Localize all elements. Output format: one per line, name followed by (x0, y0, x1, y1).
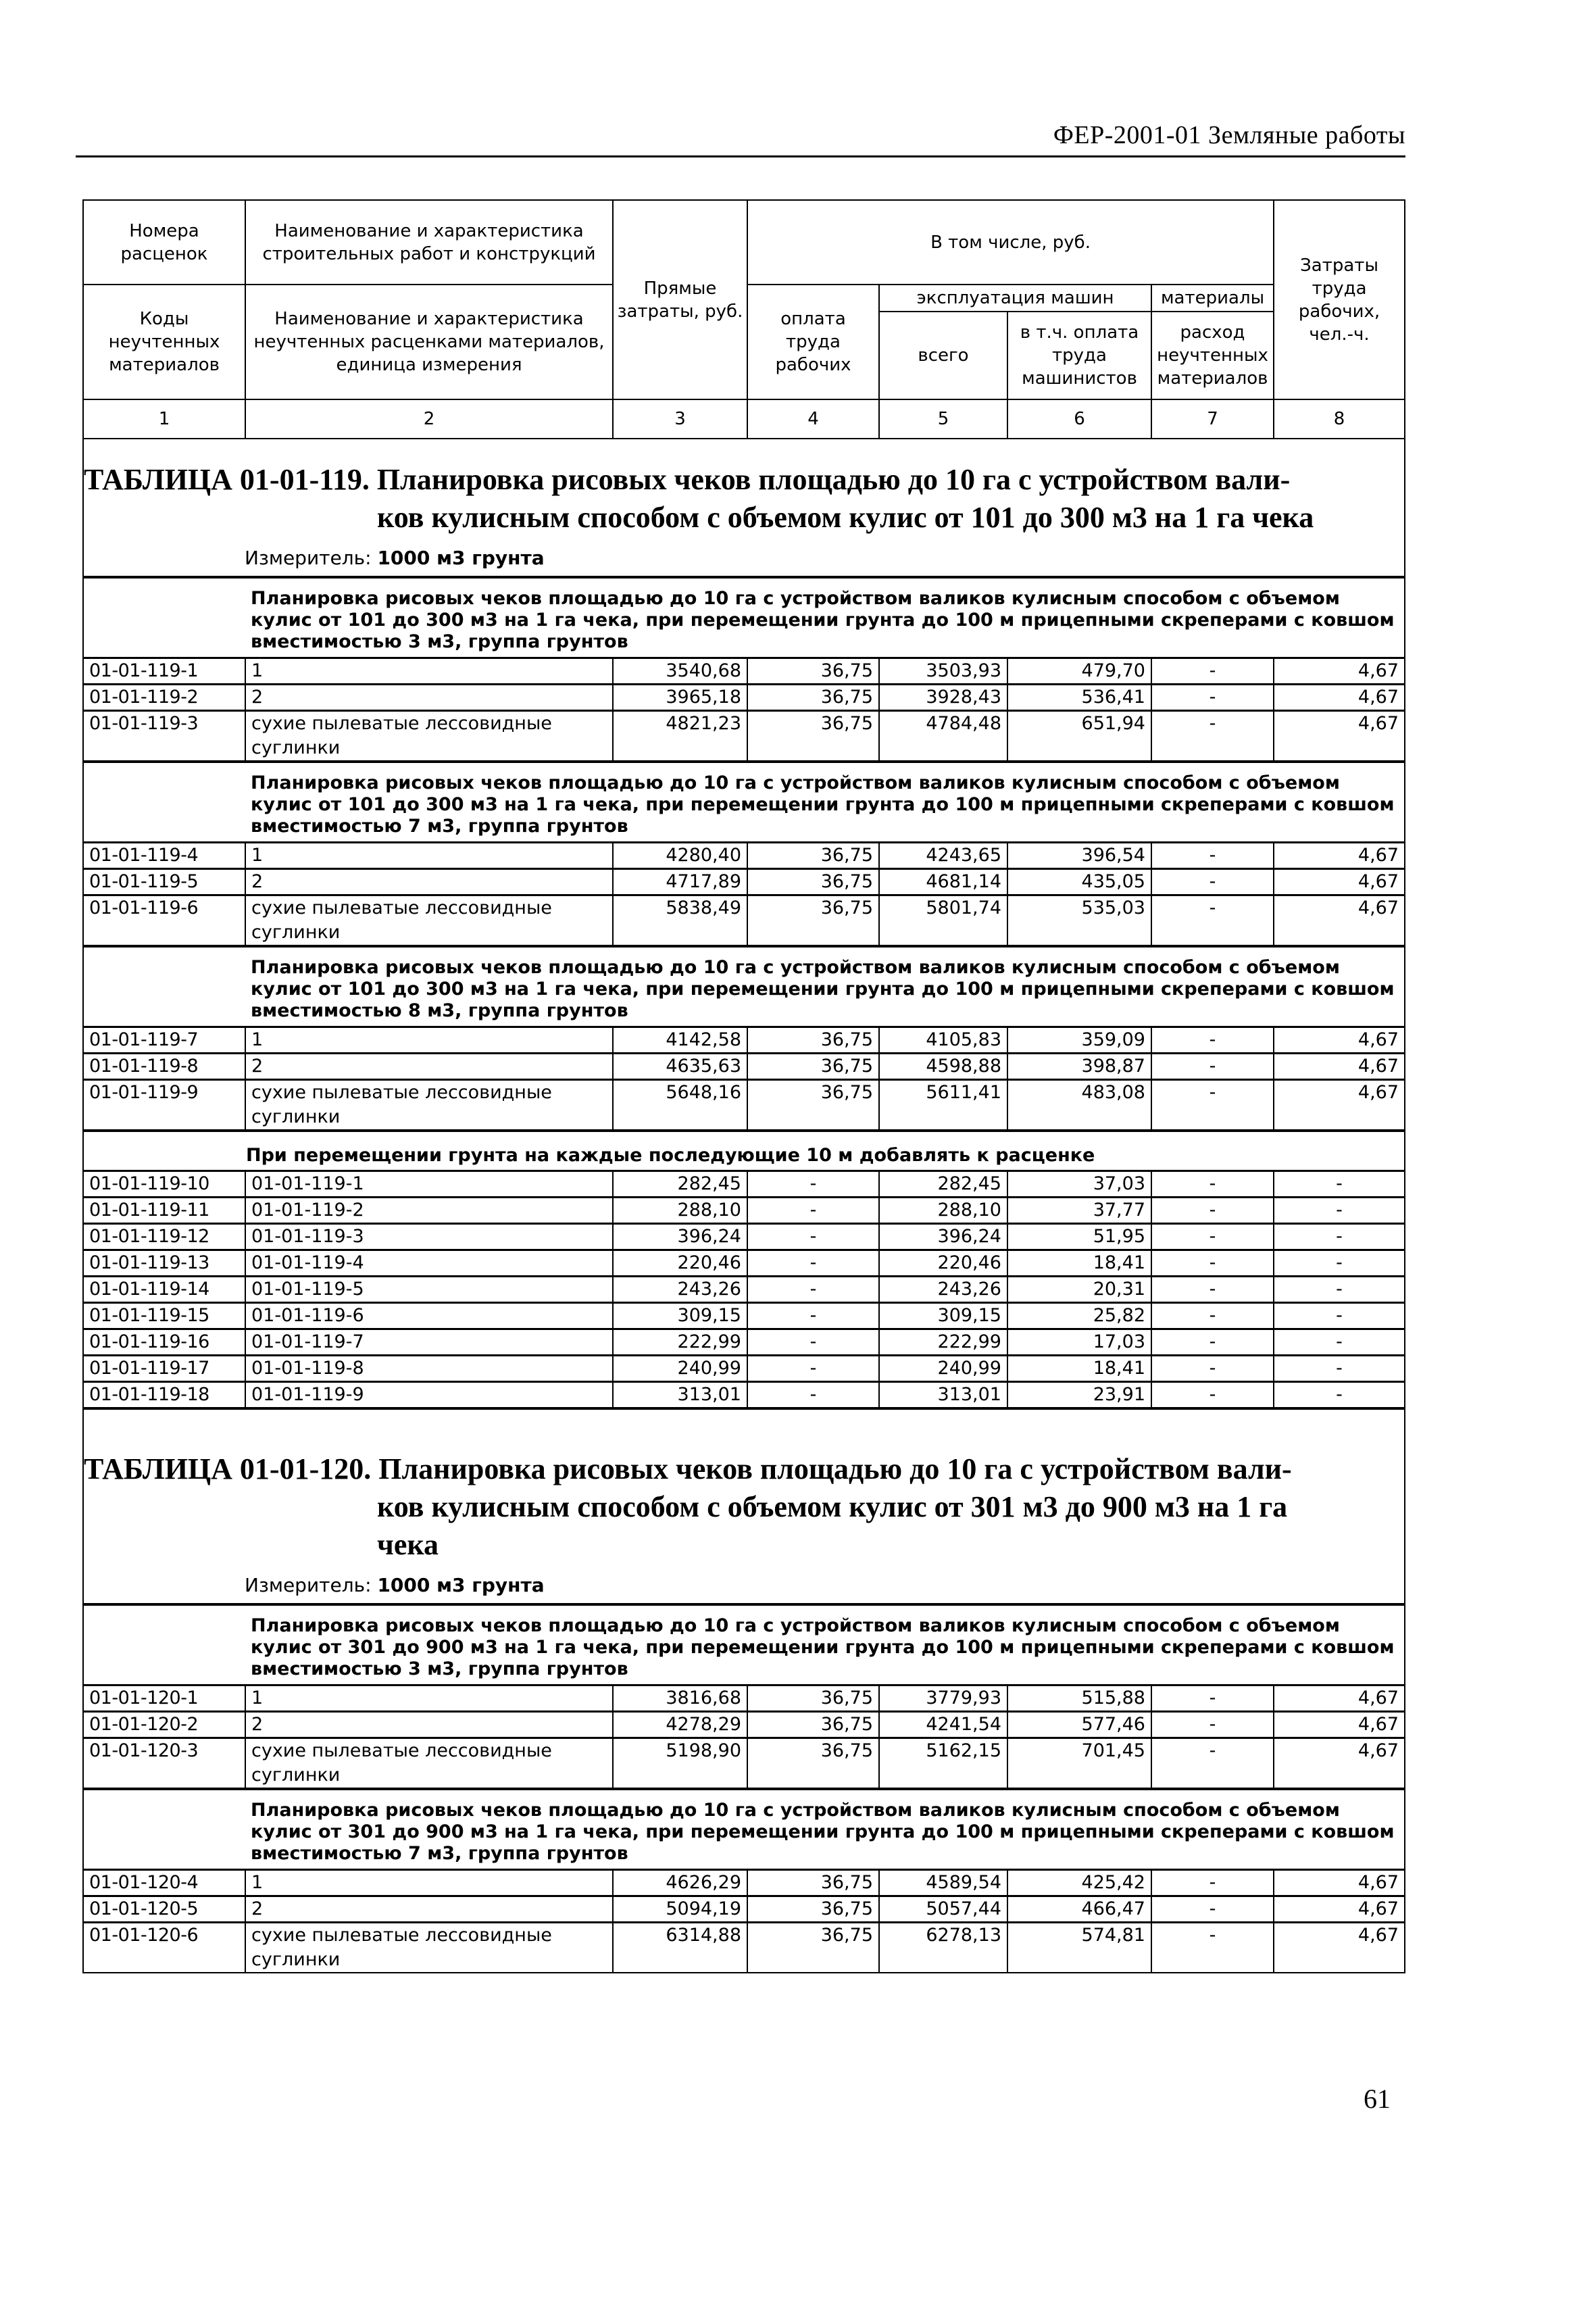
materials-cost: - (1151, 1738, 1274, 1790)
page-number: 61 (1364, 2084, 1391, 2114)
table-title-line: Планировка рисовых чеков площадью до 10 га с устройством вали- (378, 1452, 1292, 1485)
direct-cost: 309,15 (613, 1303, 747, 1329)
labor-hours: 4,67 (1274, 895, 1405, 947)
direct-cost: 6314,88 (613, 1923, 747, 1973)
labor-cost: - (747, 1250, 879, 1277)
work-description: 2 (245, 1054, 613, 1080)
labor-hours: 4,67 (1274, 1080, 1405, 1131)
machine-operator-cost: 18,41 (1007, 1250, 1151, 1277)
materials-cost: - (1151, 1080, 1274, 1131)
column-number: 2 (245, 399, 613, 439)
labor-hours: - (1274, 1171, 1405, 1198)
machine-cost: 3503,93 (879, 658, 1007, 685)
materials-cost: - (1151, 1923, 1274, 1973)
machine-operator-cost: 536,41 (1007, 685, 1151, 711)
labor-cost: 36,75 (747, 1896, 879, 1923)
machine-cost: 288,10 (879, 1198, 1007, 1224)
group-heading (83, 762, 1405, 843)
labor-hours: 4,67 (1274, 1870, 1405, 1896)
table-row (83, 843, 1405, 869)
rate-code: 01-01-119-3 (83, 711, 245, 762)
table-row (83, 1712, 1405, 1738)
machine-operator-cost: 577,46 (1007, 1712, 1151, 1738)
machine-operator-cost: 515,88 (1007, 1685, 1151, 1712)
table-row (83, 1224, 1405, 1250)
work-description: 01-01-119-1 (245, 1171, 613, 1198)
column-number: 5 (879, 399, 1007, 439)
rate-code: 01-01-120-1 (83, 1685, 245, 1712)
rate-code: 01-01-119-6 (83, 895, 245, 947)
labor-cost: 36,75 (747, 1923, 879, 1973)
measure-unit (83, 1564, 1405, 1604)
work-description: 01-01-119-5 (245, 1277, 613, 1303)
direct-cost: 5094,19 (613, 1896, 747, 1923)
col1-top-header: Номера расценок (83, 200, 245, 285)
machine-cost: 5801,74 (879, 895, 1007, 947)
direct-cost: 313,01 (613, 1382, 747, 1409)
work-description: 1 (245, 1027, 613, 1054)
direct-cost: 5838,49 (613, 895, 747, 947)
col1-bottom-header: Коды неучтенных материалов (83, 285, 245, 399)
measure-label: Измеритель: (245, 547, 372, 569)
labor-hours: 4,67 (1274, 869, 1405, 895)
machine-operator-cost: 17,03 (1007, 1329, 1151, 1356)
rate-code: 01-01-119-8 (83, 1054, 245, 1080)
materials-cost: - (1151, 1870, 1274, 1896)
labor-cost: - (747, 1277, 879, 1303)
group-heading (83, 1789, 1405, 1870)
labor-cost: 36,75 (747, 869, 879, 895)
labor-cost: 36,75 (747, 895, 879, 947)
rate-code: 01-01-119-1 (83, 658, 245, 685)
rate-code: 01-01-119-18 (83, 1382, 245, 1409)
machine-cost: 4681,14 (879, 869, 1007, 895)
rate-code: 01-01-119-11 (83, 1198, 245, 1224)
col2-top-header: Наименование и характеристика строительных работ и конструкций (245, 200, 613, 285)
group-heading (83, 1604, 1405, 1685)
work-description: 01-01-119-9 (245, 1382, 613, 1409)
labor-cost: - (747, 1303, 879, 1329)
column-number: 8 (1274, 399, 1405, 439)
group-heading (83, 946, 1405, 1027)
machine-cost: 240,99 (879, 1356, 1007, 1382)
labor-hours: - (1274, 1277, 1405, 1303)
table-number: ТАБЛИЦА 01-01-120. (84, 1452, 372, 1485)
machine-operator-cost: 701,45 (1007, 1738, 1151, 1790)
rate-code: 01-01-119-2 (83, 685, 245, 711)
materials-cost: - (1151, 1277, 1274, 1303)
rate-code: 01-01-120-5 (83, 1896, 245, 1923)
machine-operator-cost: 574,81 (1007, 1923, 1151, 1973)
labor-cost: - (747, 1356, 879, 1382)
labor-cost: 36,75 (747, 1080, 879, 1131)
machine-operator-cost: 425,42 (1007, 1870, 1151, 1896)
header-rule (76, 155, 1405, 157)
table-row (83, 658, 1405, 685)
direct-cost: 243,26 (613, 1277, 747, 1303)
machine-operator-cost: 466,47 (1007, 1896, 1151, 1923)
materials-cost: - (1151, 711, 1274, 762)
direct-cost: 4142,58 (613, 1027, 747, 1054)
table-title-line: чека (377, 1528, 439, 1561)
labor-hours: - (1274, 1198, 1405, 1224)
column-number: 7 (1151, 399, 1274, 439)
work-description: 1 (245, 1685, 613, 1712)
rate-code: 01-01-119-14 (83, 1277, 245, 1303)
labor-hours: - (1274, 1224, 1405, 1250)
machine-cost: 4243,65 (879, 843, 1007, 869)
rate-code: 01-01-119-5 (83, 869, 245, 895)
direct-cost: 5648,16 (613, 1080, 747, 1131)
labor-hours: - (1274, 1329, 1405, 1356)
materials-cost: - (1151, 895, 1274, 947)
direct-cost: 4821,23 (613, 711, 747, 762)
rate-code: 01-01-119-15 (83, 1303, 245, 1329)
work-description: 01-01-119-3 (245, 1224, 613, 1250)
table-row (83, 1896, 1405, 1923)
measure-label: Измеритель: (245, 1574, 372, 1596)
machine-operator-cost: 479,70 (1007, 658, 1151, 685)
machine-operator-cost: 396,54 (1007, 843, 1151, 869)
rate-code: 01-01-119-13 (83, 1250, 245, 1277)
group-heading (83, 577, 1405, 658)
table-row (83, 869, 1405, 895)
table-row (83, 1303, 1405, 1329)
materials-cost: - (1151, 1171, 1274, 1198)
labor-hours: 4,67 (1274, 1923, 1405, 1973)
col2-bottom-header: Наименование и характеристика неучтенных расценками материалов, единица измерения (245, 285, 613, 399)
labor-cost: - (747, 1171, 879, 1198)
materials-cost: - (1151, 1356, 1274, 1382)
table-row (83, 1685, 1405, 1712)
col4-header: оплата труда рабочих (747, 285, 879, 399)
machine-operator-cost: 51,95 (1007, 1224, 1151, 1250)
labor-hours: 4,67 (1274, 1738, 1405, 1790)
materials-cost: - (1151, 1382, 1274, 1409)
machine-operator-cost: 37,77 (1007, 1198, 1151, 1224)
work-description: 01-01-119-8 (245, 1356, 613, 1382)
direct-cost: 282,45 (613, 1171, 747, 1198)
machine-cost: 220,46 (879, 1250, 1007, 1277)
materials-cost: - (1151, 869, 1274, 895)
labor-hours: 4,67 (1274, 1054, 1405, 1080)
machine-operator-cost: 25,82 (1007, 1303, 1151, 1329)
labor-hours: 4,67 (1274, 1896, 1405, 1923)
work-description: 2 (245, 1896, 613, 1923)
column-number: 6 (1007, 399, 1151, 439)
table-row (83, 1080, 1405, 1131)
labor-hours: - (1274, 1356, 1405, 1382)
materials-cost: - (1151, 1198, 1274, 1224)
table-row (83, 711, 1405, 762)
table-row (83, 1250, 1405, 1277)
table-row (83, 1171, 1405, 1198)
labor-hours: - (1274, 1303, 1405, 1329)
work-description: сухие пылеватые лессовидные суглинки (245, 1923, 613, 1973)
labor-cost: 36,75 (747, 1712, 879, 1738)
labor-cost: - (747, 1329, 879, 1356)
machine-cost: 396,24 (879, 1224, 1007, 1250)
rate-code: 01-01-119-16 (83, 1329, 245, 1356)
labor-hours: - (1274, 1250, 1405, 1277)
col8-header: Затраты труда рабочих, чел.-ч. (1274, 200, 1405, 399)
direct-cost: 3816,68 (613, 1685, 747, 1712)
table-row (83, 685, 1405, 711)
table-row (83, 1923, 1405, 1973)
direct-cost: 288,10 (613, 1198, 747, 1224)
machine-operator-cost: 37,03 (1007, 1171, 1151, 1198)
materials-cost: - (1151, 658, 1274, 685)
running-head: ФЕР-2001-01 Земляные работы (1053, 121, 1405, 149)
labor-cost: 36,75 (747, 1738, 879, 1790)
machine-cost: 309,15 (879, 1303, 1007, 1329)
direct-cost: 220,46 (613, 1250, 747, 1277)
work-description: 01-01-119-7 (245, 1329, 613, 1356)
table-row (83, 1277, 1405, 1303)
table-number: ТАБЛИЦА 01-01-119. (84, 463, 370, 496)
table-title (83, 1429, 1405, 1564)
machine-cost: 4784,48 (879, 711, 1007, 762)
table-row (83, 1382, 1405, 1409)
col5-header: всего (879, 312, 1007, 399)
direct-cost: 3965,18 (613, 685, 747, 711)
column-number: 4 (747, 399, 879, 439)
direct-cost: 5198,90 (613, 1738, 747, 1790)
machine-cost: 4598,88 (879, 1054, 1007, 1080)
machine-cost: 243,26 (879, 1277, 1007, 1303)
labor-cost: 36,75 (747, 658, 879, 685)
col6-header: в т.ч. оплата труда машинистов (1007, 312, 1151, 399)
rate-code: 01-01-119-4 (83, 843, 245, 869)
labor-hours: - (1274, 1382, 1405, 1409)
group-description: Планировка рисовых чеков площадью до 10 га с устройством валиков кулисным способом с объемом кулис от 301 до 900 м3 на 1 га чека, при перемещении грунта до 100 м прицепными скреперами с ковшом вместимостью 7 м3, группа грунтов (245, 1789, 1405, 1870)
work-description: 2 (245, 685, 613, 711)
materials-cost: - (1151, 685, 1274, 711)
table-row (83, 1054, 1405, 1080)
labor-hours: 4,67 (1274, 685, 1405, 711)
including-header: В том числе, руб. (747, 200, 1274, 285)
labor-cost: 36,75 (747, 1054, 879, 1080)
table-row (83, 1356, 1405, 1382)
machine-cost: 222,99 (879, 1329, 1007, 1356)
measure-unit (83, 537, 1405, 577)
machine-cost: 4589,54 (879, 1870, 1007, 1896)
machine-cost: 282,45 (879, 1171, 1007, 1198)
measure-value: 1000 м3 грунта (377, 1574, 545, 1596)
labor-cost: 36,75 (747, 843, 879, 869)
rate-code: 01-01-120-6 (83, 1923, 245, 1973)
materials-header: материалы (1151, 285, 1274, 312)
measure-value: 1000 м3 грунта (377, 547, 545, 569)
machine-cost: 6278,13 (879, 1923, 1007, 1973)
materials-cost: - (1151, 843, 1274, 869)
column-number: 1 (83, 399, 245, 439)
note-text: При перемещении грунта на каждые последующие 10 м добавлять к расценке (83, 1131, 1405, 1171)
machine-operator-cost: 398,87 (1007, 1054, 1151, 1080)
group-description: Планировка рисовых чеков площадью до 10 га с устройством валиков кулисным способом с объемом кулис от 101 до 300 м3 на 1 га чека, при перемещении грунта до 100 м прицепными скреперами с ковшом вместимостью 3 м3, группа грунтов (245, 577, 1405, 658)
table-row (83, 1329, 1405, 1356)
machine-operator-cost: 535,03 (1007, 895, 1151, 947)
machine-cost: 5162,15 (879, 1738, 1007, 1790)
machine-operator-cost: 18,41 (1007, 1356, 1151, 1382)
work-description: сухие пылеватые лессовидные суглинки (245, 711, 613, 762)
machine-cost: 3928,43 (879, 685, 1007, 711)
rate-code: 01-01-119-9 (83, 1080, 245, 1131)
materials-cost: - (1151, 1054, 1274, 1080)
work-description: 01-01-119-2 (245, 1198, 613, 1224)
table-title-line: Планировка рисовых чеков площадью до 10 га с устройством вали- (376, 463, 1291, 496)
materials-cost: - (1151, 1027, 1274, 1054)
col7-header: расход неучтенных материалов (1151, 312, 1274, 399)
work-description: 2 (245, 1712, 613, 1738)
labor-cost: - (747, 1224, 879, 1250)
machine-cost: 313,01 (879, 1382, 1007, 1409)
materials-cost: - (1151, 1329, 1274, 1356)
group-description: Планировка рисовых чеков площадью до 10 га с устройством валиков кулисным способом с объемом кулис от 101 до 300 м3 на 1 га чека, при перемещении грунта до 100 м прицепными скреперами с ковшом вместимостью 7 м3, группа грунтов (245, 762, 1405, 843)
rate-code: 01-01-119-12 (83, 1224, 245, 1250)
work-description: 01-01-119-4 (245, 1250, 613, 1277)
direct-cost: 4280,40 (613, 843, 747, 869)
machine-cost: 4241,54 (879, 1712, 1007, 1738)
labor-hours: 4,67 (1274, 1685, 1405, 1712)
group-description: Планировка рисовых чеков площадью до 10 га с устройством валиков кулисным способом с объемом кулис от 301 до 900 м3 на 1 га чека, при перемещении грунта до 100 м прицепными скреперами с ковшом вместимостью 3 м3, группа грунтов (245, 1604, 1405, 1685)
price-table (82, 199, 1405, 1973)
direct-cost: 240,99 (613, 1356, 747, 1382)
col3-header: Прямые затраты, руб. (613, 200, 747, 399)
rate-code: 01-01-120-4 (83, 1870, 245, 1896)
table-row (83, 1870, 1405, 1896)
rate-code: 01-01-119-7 (83, 1027, 245, 1054)
machine-operator-cost: 483,08 (1007, 1080, 1151, 1131)
machine-cost: 5057,44 (879, 1896, 1007, 1923)
labor-hours: 4,67 (1274, 1027, 1405, 1054)
machine-operator-cost: 20,31 (1007, 1277, 1151, 1303)
spacer (83, 1408, 1405, 1429)
materials-cost: - (1151, 1224, 1274, 1250)
work-description: сухие пылеватые лессовидные суглинки (245, 1738, 613, 1790)
rate-code: 01-01-120-2 (83, 1712, 245, 1738)
table-row (83, 1738, 1405, 1790)
table-header (83, 200, 1405, 439)
work-description: сухие пылеватые лессовидные суглинки (245, 895, 613, 947)
table-title-line: ков кулисным способом с объемом кулис от 301 м3 до 900 м3 на 1 га (377, 1490, 1288, 1523)
work-description: 1 (245, 843, 613, 869)
materials-cost: - (1151, 1896, 1274, 1923)
labor-cost: 36,75 (747, 711, 879, 762)
direct-cost: 3540,68 (613, 658, 747, 685)
labor-cost: - (747, 1382, 879, 1409)
labor-hours: 4,67 (1274, 711, 1405, 762)
materials-cost: - (1151, 1685, 1274, 1712)
machine-cost: 3779,93 (879, 1685, 1007, 1712)
rate-code: 01-01-119-10 (83, 1171, 245, 1198)
direct-cost: 396,24 (613, 1224, 747, 1250)
machine-cost: 5611,41 (879, 1080, 1007, 1131)
work-description: 01-01-119-6 (245, 1303, 613, 1329)
machine-operator-cost: 359,09 (1007, 1027, 1151, 1054)
work-description: 2 (245, 869, 613, 895)
direct-cost: 222,99 (613, 1329, 747, 1356)
machine-operator-cost: 651,94 (1007, 711, 1151, 762)
direct-cost: 4635,63 (613, 1054, 747, 1080)
machine-operator-cost: 23,91 (1007, 1382, 1151, 1409)
labor-hours: 4,67 (1274, 1712, 1405, 1738)
labor-cost: 36,75 (747, 1027, 879, 1054)
note-heading (83, 1131, 1405, 1171)
labor-cost: 36,75 (747, 685, 879, 711)
machines-header: эксплуатация машин (879, 285, 1151, 312)
labor-cost: 36,75 (747, 1685, 879, 1712)
table-row (83, 1198, 1405, 1224)
machine-cost: 4105,83 (879, 1027, 1007, 1054)
table-row (83, 895, 1405, 947)
machine-operator-cost: 435,05 (1007, 869, 1151, 895)
work-description: 1 (245, 1870, 613, 1896)
labor-hours: 4,67 (1274, 658, 1405, 685)
table-title (83, 439, 1405, 537)
labor-cost: - (747, 1198, 879, 1224)
direct-cost: 4626,29 (613, 1870, 747, 1896)
group-description: Планировка рисовых чеков площадью до 10 га с устройством валиков кулисным способом с объемом кулис от 101 до 300 м3 на 1 га чека, при перемещении грунта до 100 м прицепными скреперами с ковшом вместимостью 8 м3, группа грунтов (245, 946, 1405, 1027)
table-row (83, 1027, 1405, 1054)
work-description: 1 (245, 658, 613, 685)
materials-cost: - (1151, 1712, 1274, 1738)
work-description: сухие пылеватые лессовидные суглинки (245, 1080, 613, 1131)
labor-hours: 4,67 (1274, 843, 1405, 869)
direct-cost: 4717,89 (613, 869, 747, 895)
labor-cost: 36,75 (747, 1870, 879, 1896)
rate-code: 01-01-120-3 (83, 1738, 245, 1790)
column-number: 3 (613, 399, 747, 439)
materials-cost: - (1151, 1250, 1274, 1277)
materials-cost: - (1151, 1303, 1274, 1329)
direct-cost: 4278,29 (613, 1712, 747, 1738)
table-title-line: ков кулисным способом с объемом кулис от 101 до 300 м3 на 1 га чека (377, 501, 1314, 534)
rate-code: 01-01-119-17 (83, 1356, 245, 1382)
